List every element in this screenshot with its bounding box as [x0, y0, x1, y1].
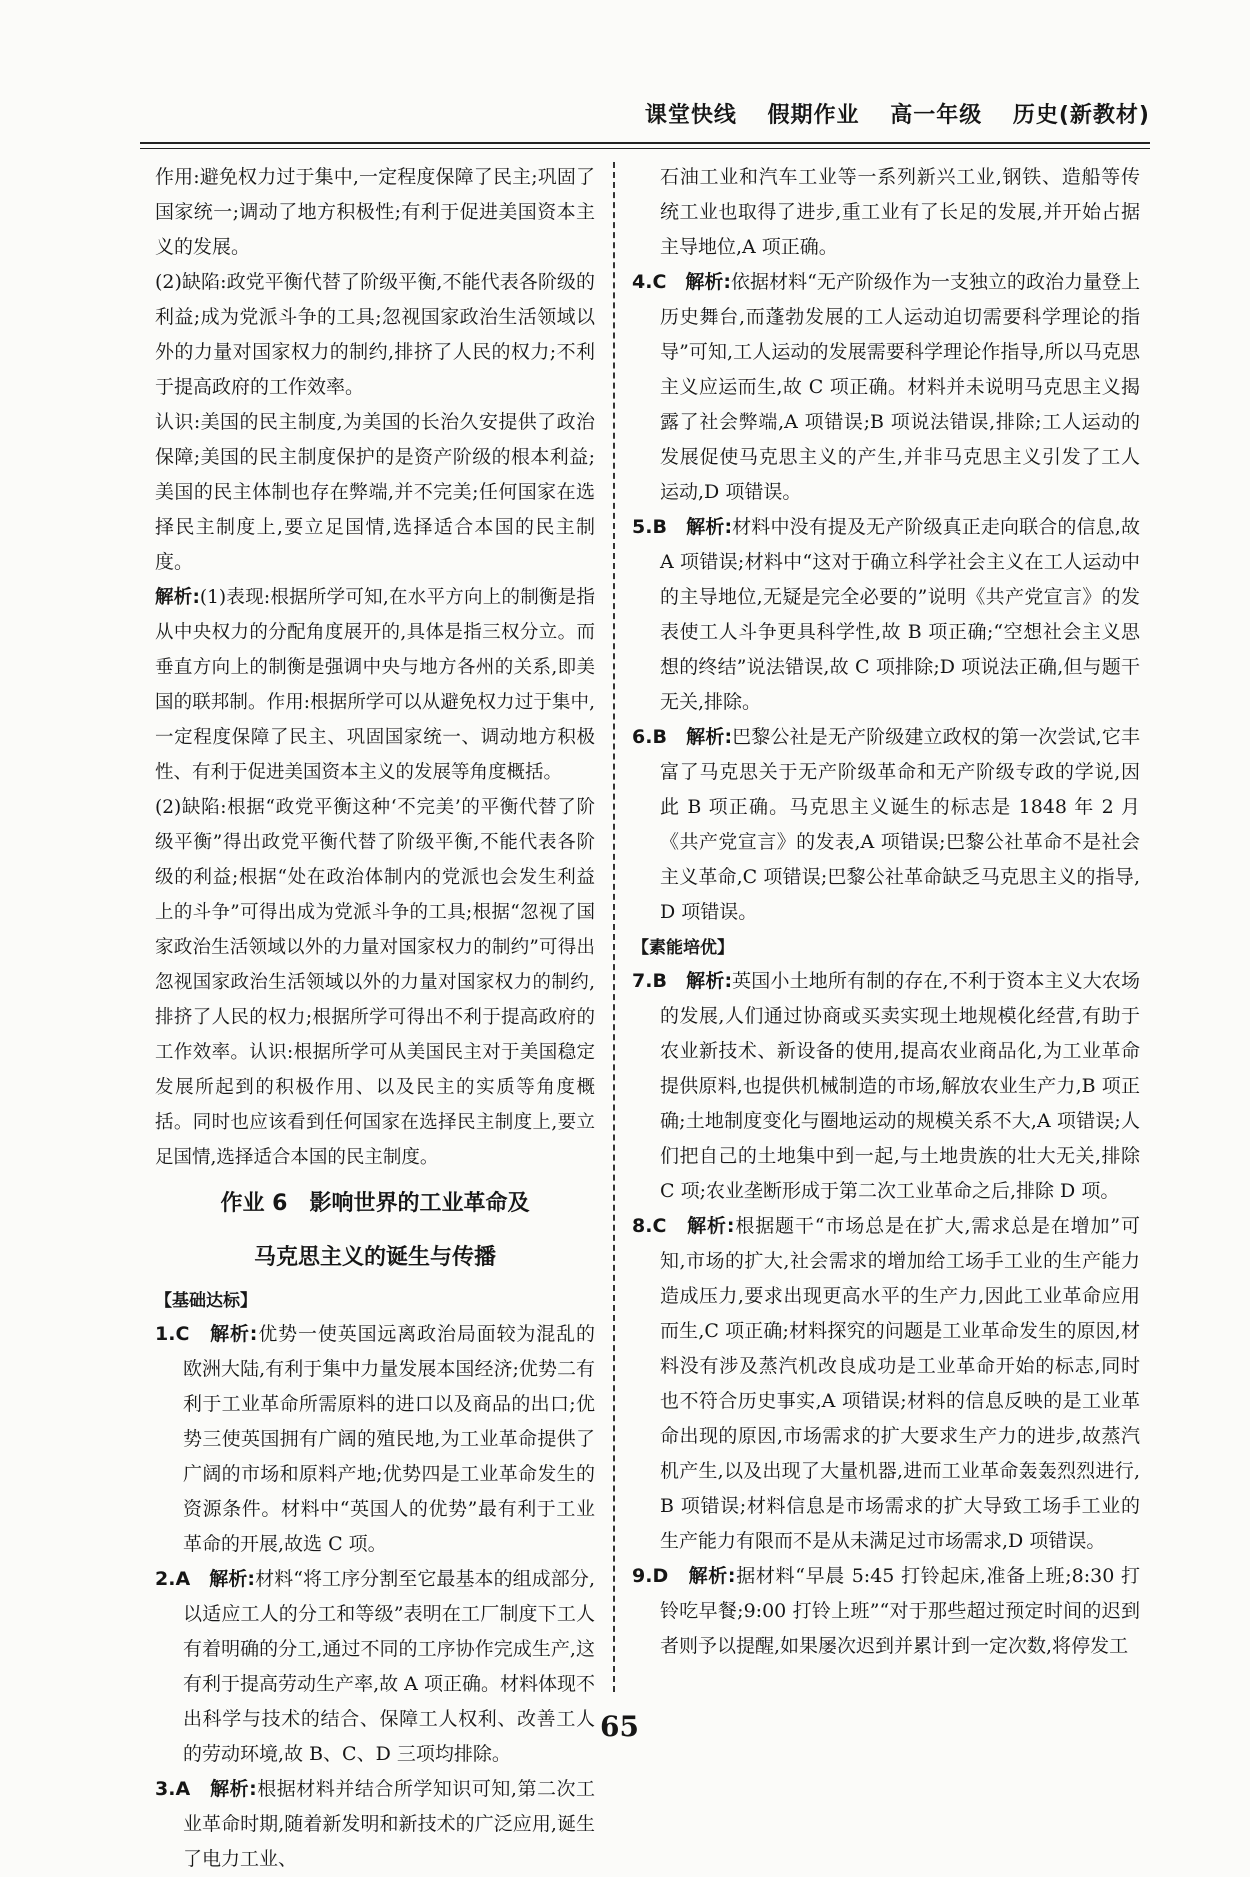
question-label: 5.B 解析:	[632, 516, 733, 538]
question-answer	[632, 720, 1140, 930]
header-subject: 历史(新教材)	[1012, 103, 1150, 128]
question-text: 巴黎公社是无产阶级建立政权的第一次尝试,它丰富了马克思关于无产阶级革命和无产阶级专政的学说,因此 B 项正确。马克思主义诞生的标志是 1848 年 2 月《共产党宣言》的发表,A 项错误;巴黎公社革命不是社会主义革命,C 项错误;巴黎公社革命缺乏马克思主义的指导,D 项错误。	[660, 726, 1140, 923]
column-divider	[613, 162, 615, 1692]
question-answer	[155, 1772, 595, 1877]
header-rule-thick	[140, 142, 1150, 144]
question-answer	[632, 510, 1140, 720]
right-column	[632, 160, 1140, 1664]
question-answer	[155, 1317, 595, 1562]
section-title-line-2: 马克思主义的诞生与传播	[253, 1245, 496, 1270]
question-text: 材料中没有提及无产阶级真正走向联合的信息,故 A 项错误;材料中“这对于确立科学社会主义在工人运动中的主导地位,无疑是完全必要的”说明《共产党宣言》的发表使工人斗争更具科学性,故 B 项正确;“空想社会主义思想的终结”说法错误,故 C 项排除;D 项说法正确,但与题干无关,排除。	[660, 516, 1140, 713]
question-text: 英国小土地所有制的存在,不利于资本主义大农场的发展,人们通过协商或买卖实现土地规模化经营,有助于农业新技术、新设备的使用,提高农业商品化,为工业革命提供原料,也提供机械制造的市场,解放农业生产力,B 项正确;土地制度变化与圈地运动的规模关系不大,A 项错误;人们把自己的土地集中到一起,与土地贵族的壮大无关,排除 C 项;农业垄断形成于第二次工业革命之后,排除 D 项。	[660, 970, 1140, 1202]
answer-paragraph: (2)缺陷:政党平衡代替了阶级平衡,不能代表各阶级的利益;成为党派斗争的工具;忽视国家政治生活领域以外的力量对国家权力的制约,排挤了人民的权力;不利于提高政府的工作效率。	[155, 271, 595, 398]
question-answer	[632, 964, 1140, 1209]
answer-continuation: 石油工业和汽车工业等一系列新兴工业,钢铁、造船等传统工业也取得了进步,重工业有了长足的发展,并开始占据主导地位,A 项正确。	[660, 166, 1140, 258]
question-text: 优势一使英国远离政治局面较为混乱的欧洲大陆,有利于集中力量发展本国经济;优势二有利于工业革命所需原料的进口以及商品的出口;优势三使英国拥有广阔的殖民地,为工业革命提供了广阔的市场和原料产地;优势四是工业革命发生的资源条件。材料中“英国人的优势”最有利于工业革命的开展,故选 C 项。	[183, 1323, 595, 1555]
question-label: 4.C 解析:	[632, 271, 732, 293]
question-answer	[632, 265, 1140, 510]
analysis-paragraph	[155, 580, 595, 790]
answer-paragraph: 认识:美国的民主制度,为美国的长治久安提供了政治保障;美国的民主制度保护的是资产阶级的根本利益;美国的民主体制也存在弊端,并不完美;任何国家在选择民主制度上,要立足国情,选择适合本国的民主制度。	[155, 411, 595, 573]
question-label: 9.D 解析:	[632, 1565, 736, 1587]
analysis-paragraph: (2)缺陷:根据“政党平衡这种‘不完美’的平衡代替了阶级平衡”得出政党平衡代替了阶级平衡,不能代表各阶级的利益;根据“处在政治体制内的党派也会发生利益上的斗争”可得出成为党派斗争的工具;根据“忽视了国家政治生活领域以外的力量对国家权力的制约”可得出忽视国家政治生活领域以外的力量对国家权力的制约,排挤了人民的权力;根据所学可得出不利于提高政府的工作效率。认识:根据所学可从美国民主对于美国稳定发展所起到的积极作用、以及民主的实质等角度概括。同时也应该看到任何国家在选择民主制度上,要立足国情,选择适合本国的民主制度。	[155, 797, 595, 1168]
question-text: 根据材料并结合所学知识可知,第二次工业革命时期,随着新发明和新技术的广泛应用,诞生了电力工业、	[183, 1778, 595, 1870]
header-type: 假期作业	[767, 103, 860, 128]
page-number: 65	[600, 1710, 639, 1743]
header-grade: 高一年级	[890, 103, 983, 128]
question-label: 7.B 解析:	[632, 970, 733, 992]
question-text: 材料“将工序分割至它最基本的组成部分,以适应工人的分工和等级”表明在工厂制度下工人有着明确的分工,通过不同的工序协作完成生产,这有利于提高劳动生产率,故 A 项正确。材料体现不出科学与技术的结合、保障工人权利、改善工人的劳动环境,故 B、C、D 三项均排除。	[183, 1568, 595, 1765]
question-label: 8.C 解析:	[632, 1215, 735, 1237]
answer-paragraph: 作用:避免权力过于集中,一定程度保障了民主;巩固了国家统一;调动了地方积极性;有利于促进美国资本主义的发展。	[155, 166, 595, 258]
left-column	[155, 160, 595, 1877]
question-label: 2.A 解析:	[155, 1568, 255, 1590]
section-tag-basic: 【基础达标】	[155, 1291, 257, 1311]
question-answer	[155, 1562, 595, 1772]
question-label: 6.B 解析:	[632, 726, 733, 748]
question-text: 根据题干“市场总是在扩大,需求总是在增加”可知,市场的扩大,社会需求的增加给工场手工业的生产能力造成压力,要求出现更高水平的生产力,因此工业革命应用而生,C 项正确;材料探究的问题是工业革命发生的原因,材料没有涉及蒸汽机改良成功是工业革命开始的标志,同时也不符合历史事实,A 项错误;材料的信息反映的是工业革命出现的原因,市场需求的扩大要求生产力的进步,故蒸汽机产生,以及出现了大量机器,进而工业革命轰轰烈烈进行,B 项错误;材料信息是市场需求的扩大导致工场手工业的生产能力有限而不是从未满足过市场需求,D 项错误。	[660, 1215, 1140, 1552]
question-text: 依据材料“无产阶级作为一支独立的政治力量登上历史舞台,而蓬勃发展的工人运动迫切需要科学理论的指导”可知,工人运动的发展需要科学理论作指导,所以马克思主义应运而生,故 C 项正确。材料并未说明马克思主义揭露了社会弊端,A 项错误;B 项说法错误,排除;工人运动的发展促使马克思主义的产生,并非马克思主义引发了工人运动,D 项错误。	[660, 271, 1140, 503]
page-header	[140, 98, 1150, 138]
question-answer	[632, 1209, 1140, 1559]
header-rule-thin	[140, 148, 1150, 149]
question-label: 3.A 解析:	[155, 1778, 257, 1800]
analysis-text: (1)表现:根据所学可知,在水平方向上的制衡是指从中央权力的分配角度展开的,具体是指三权分立。而垂直方向上的制衡是强调中央与地方各州的关系,即美国的联邦制。作用:根据所学可以从避免权力过于集中,一定程度保障了民主、巩固国家统一、调动地方积极性、有利于促进美国资本主义的发展等角度概括。	[155, 587, 595, 783]
section-title-line-1: 作业 6 影响世界的工业革命及	[220, 1191, 530, 1216]
header-series: 课堂快线	[644, 103, 737, 128]
analysis-label: 解析:	[155, 587, 200, 608]
section-tag-advanced: 【素能培优】	[632, 938, 734, 958]
question-label: 1.C 解析:	[155, 1323, 258, 1345]
question-text: 据材料“早晨 5:45 打铃起床,准备上班;8:30 打铃吃早餐;9:00 打铃上班”“对于那些超过预定时间的迟到者则予以提醒,如果屡次迟到并累计到一定次数,将停发工	[660, 1565, 1141, 1657]
question-answer	[632, 1559, 1140, 1664]
